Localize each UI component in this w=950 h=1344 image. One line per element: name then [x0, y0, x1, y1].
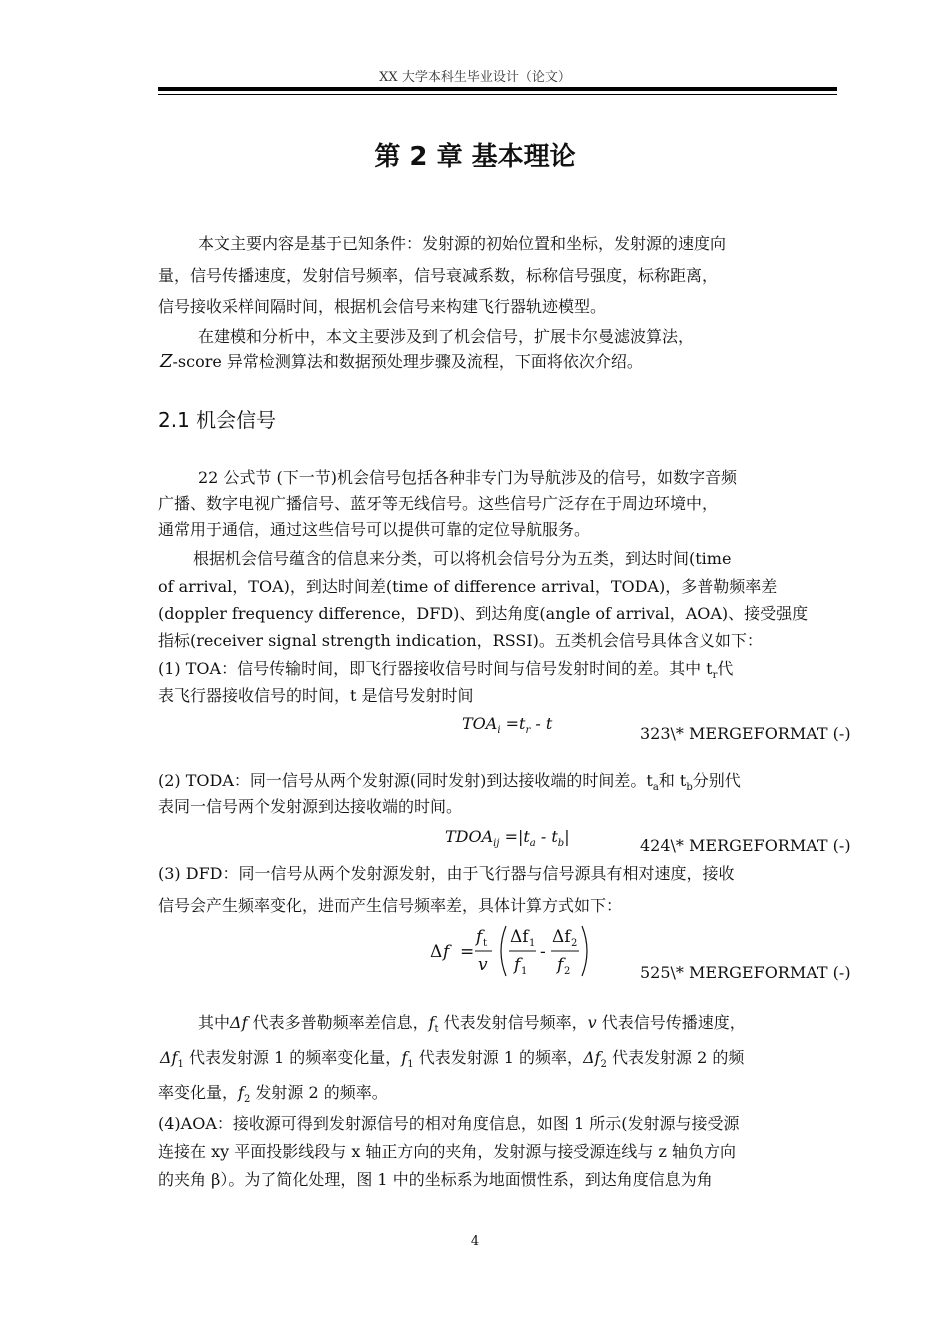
- chapter-title: 第 2 章 基本理论: [374, 142, 576, 172]
- intro-line: 在建模和分析中，本文主要涉及到了机会信号，扩展卡尔曼滤波算法，: [198, 327, 695, 346]
- equation-number: 424\* MERGEFORMAT (-): [640, 836, 851, 855]
- eq-minus: -: [540, 942, 546, 962]
- eq-f: f: [443, 942, 450, 962]
- dfd-equation: [428, 920, 598, 982]
- header-rule-thin: [158, 94, 837, 95]
- right-paren: [582, 926, 587, 976]
- eq-df1-sub: 1: [529, 938, 536, 949]
- intro-line: Z-score 异常检测算法和数据预处理步骤及流程，下面将依次介绍。: [160, 351, 643, 372]
- eq-delta: Δ: [430, 942, 443, 962]
- body-line: 通常用于通信，通过这些信号可以提供可靠的定位导航服务。: [158, 520, 591, 539]
- where-line: 其中Δf 代表多普勒频率差信息，$f_t$ 代表发射信号频率，v 代表信号传播速度，: [198, 1013, 746, 1036]
- section-title: 2.1 机会信号: [158, 408, 277, 432]
- header-rule-thick: [158, 87, 837, 91]
- aoa-line: (4)AOA：接收源可得到发射源信号的相对角度信息，如图 1 所示(发射源与接受源: [158, 1114, 740, 1133]
- left-paren: [501, 926, 506, 976]
- body-line: 22 公式节 (下一节)机会信号包括各种非专门为导航涉及的信号，如数字音频: [198, 468, 738, 487]
- where-line: 率变化量，$f_2$ 发射源 2 的频率。: [158, 1083, 388, 1106]
- page-number: 4: [470, 1234, 480, 1249]
- toa-line: 表飞行器接收信号的时间，t 是信号发射时间: [158, 686, 474, 705]
- intro-line: 量，信号传播速度，发射信号频率，信号衰减系数，标称信号强度，标称距离，: [158, 266, 719, 285]
- where-line: $\Delta f_1$ 代表发射源 1 的频率变化量，$f_1$ 代表发射源 1 的频率，$\Delta f_2$ 代表发射源 2 的频: [160, 1048, 745, 1071]
- aoa-line: 连接在 xy 平面投影线段与 x 轴正方向的夹角，发射源与接受源连线与 z 轴负方向: [158, 1142, 737, 1161]
- toda-line: (2) TODA：同一信号从两个发射源(同时发射)到达接收端的时间差。$t_a$和 $t_b$分别代: [158, 771, 741, 794]
- body-line: of arrival，TOA)，到达时间差(time of difference arrival，TODA)，多普勒频率差: [158, 577, 778, 596]
- eq-df2-sub: 2: [571, 938, 578, 949]
- body-line: 根据机会信号蕴含的信息来分类，可以将机会信号分为五类，到达时间(time: [193, 549, 732, 568]
- body-line: 指标(receiver signal strength indication，RSSI)。五类机会信号具体含义如下：: [158, 631, 763, 650]
- dfd-line: (3) DFD：同一信号从两个发射源发射，由于飞行器与信号源具有相对速度，接收: [158, 864, 735, 883]
- intro-line: 本文主要内容是基于已知条件：发射源的初始位置和坐标，发射源的速度向: [198, 234, 727, 253]
- body-line: (doppler frequency difference，DFD)、到达角度(angle of arrival，AOA)、接受强度: [158, 604, 809, 623]
- toa-equation: $TOA_i =t_r - t$: [462, 714, 553, 737]
- eq-ft: f: [476, 927, 483, 947]
- equation-number: 323\* MERGEFORMAT (-): [640, 724, 851, 743]
- eq-f1: f: [514, 955, 521, 975]
- equation-number: 525\* MERGEFORMAT (-): [640, 963, 851, 982]
- body-line: 广播、数字电视广播信号、蓝牙等无线信号。这些信号广泛存在于周边环境中，: [158, 494, 719, 513]
- eq-f1-sub: 1: [521, 966, 528, 977]
- intro-line: 信号接收采样间隔时间，根据机会信号来构建飞行器轨迹模型。: [158, 297, 607, 316]
- dfd-line: 信号会产生频率变化，进而产生信号频率差，具体计算方式如下：: [158, 896, 623, 915]
- eq-f2-sub: 2: [564, 966, 571, 977]
- eq-equals: =: [460, 942, 475, 962]
- eq-df2: Δf: [552, 927, 571, 947]
- toa-line: (1) TOA：信号传输时间，即飞行器接收信号时间与信号发射时间的差。其中 $t_r$代: [158, 659, 734, 682]
- toda-line: 表同一信号两个发射源到达接收端的时间。: [158, 797, 463, 816]
- aoa-line: 的夹角 β）。为了简化处理，图 1 中的坐标系为地面惯性系，到达角度信息为角: [158, 1170, 713, 1189]
- eq-v: v: [478, 955, 488, 975]
- eq-df1: Δf: [510, 927, 529, 947]
- running-header: XX 大学本科生毕业设计（论文）: [379, 70, 571, 85]
- toda-equation: $TDOA_{ij} =|t_a - t_b|$: [445, 827, 570, 850]
- eq-f2: f: [557, 955, 564, 975]
- eq-t-sub: t: [483, 938, 488, 949]
